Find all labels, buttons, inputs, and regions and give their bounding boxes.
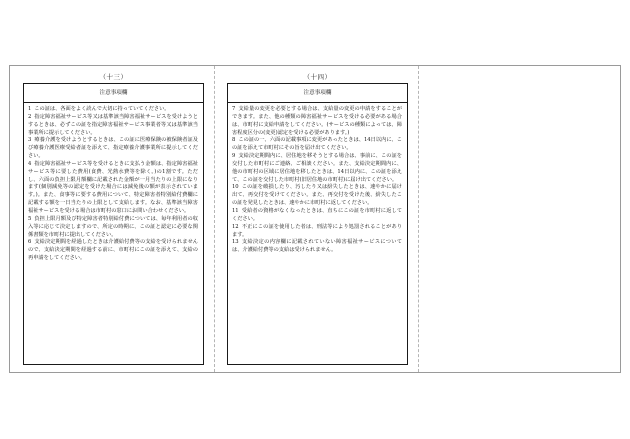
notice-list (24, 103, 203, 265)
notice-item: 11 受給者の資格がなくなったときは、直ちにこの証を市町村に返してください。 (232, 207, 402, 222)
notice-item: 13 支給決定の内容欄に記載されていない障害福祉サービスについては、介護給付費等の支給は受けられません。 (232, 239, 402, 254)
notice-item: 6 支給決定期間を経過したときは介護給付費等の支給を受けられませんので、支給決定期間を経過する前に、市町村にこの証を添えて、支給の再申請をしてください。 (28, 239, 198, 262)
certificate-sheet (9, 65, 621, 373)
notice-item: 9 支給決定期間内に、居住地を移そうとする場合は、事前に、この証を交付した市町村にご連絡、ご相談ください。また、支給決定期間内に、他の市町村の区域に居住地を移したときは、14日以内に、この証を添えて、この証を交付した市町村(旧居住地の市町村)に届け出てください。 (232, 153, 402, 183)
notice-item: 5 負担上限月額及び特定障害者特別給付費については、毎年利用者の収入等に応じて決定しますので、所定の時期に、この証と認定に必要な関係書類を市町村に提出してください。 (28, 215, 198, 238)
notice-item: 12 不正にこの証を使用した者は、刑法等により処罰されることがあります。 (232, 223, 402, 238)
notice-item: 7 支給量の変更を必要とする場合は、支給量の変更の申請をすることができます。また、他の種類の障害福祉サービスを受ける必要がある場合は、市町村に支給申請をしてください。(サービスの種類によっては、障害程度区分の(変更)認定を受ける必要があります。) (232, 106, 402, 136)
panel-14 (227, 73, 408, 365)
notice-item: 4 指定障害福祉サービス等を受けるときに支払う金額は、指定障害福祉サービス等に要した費用(食費、光熱水費等を除く。)の1割です。ただし、六面の負担上限月額欄に記載された金額が一月当たりの上限になります(個別減免等の認定を受けた場合には減免後の額が表示されています。)。また、食事等に要する費用について、特定障害者特別給付費欄に記載する額を一日当たりの上限として支給します。なお、基準該当障害福祉サービスを受ける場合は市町村の窓口にお問い合わせください。 (28, 160, 198, 214)
notice-item: 1 この証は、各面をよく読んで大切に持っていてください。 (28, 106, 170, 112)
notice-list (228, 103, 407, 257)
panel-number: （十四） (303, 73, 332, 81)
notice-item: 10 この証を破損したり、汚したり又は紛失したときは、速やかに届け出て、再交付を受けてください。また、再交付を受けた後、紛失したこの証を発見したときは、速やかに市町村に返してください。 (232, 184, 402, 207)
fold-line (214, 66, 215, 372)
notice-box (227, 83, 408, 365)
notice-title: 注意事項欄 (24, 84, 203, 103)
notice-item: 8 この証の一、六面の記載事項に変更があったときは、14日以内に、この証を添えて市町村にその旨を届け出てください。 (232, 137, 402, 152)
fold-line (418, 66, 419, 372)
panel-number: （十三） (99, 73, 128, 81)
notice-box (23, 83, 204, 365)
notice-item: 3 療養介護を受けようとするときは、この証に医療保険の被保険者証及び療養介護医療受給者証を添えて、指定療養介護事業所に提示してください。 (28, 137, 198, 160)
panel-13 (23, 73, 204, 365)
notice-item: 2 指定障害福祉サービス等又は基準該当障害福祉サービスを受けようとするときは、必ずこの証を指定障害福祉サービス事業者等又は基準該当事業所に提示してください。 (28, 113, 198, 136)
notice-title: 注意事項欄 (228, 84, 407, 103)
